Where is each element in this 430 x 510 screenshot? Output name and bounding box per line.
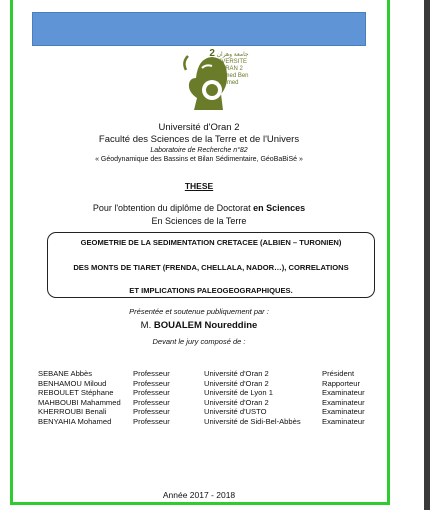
thesis-title-line-2: DES MONTS DE TIARET (FRENDA, CHELLALA, NADOR…), CORRELATIONS: [73, 263, 349, 272]
jury-role: Examinateur: [322, 397, 365, 407]
jury-name: MAHBOUBI Mahammed: [38, 397, 121, 407]
jury-list: [38, 369, 378, 427]
jury-name: SEBANE Abbès: [38, 369, 93, 378]
logo-number: 2: [209, 48, 215, 59]
header-banner: [32, 12, 366, 46]
jury-name: KHERROUBI Benali: [38, 407, 107, 417]
jury-institution: Université d'Oran 2: [204, 397, 269, 407]
window-edge: [424, 0, 430, 510]
jury-grade: Professeur: [133, 378, 170, 388]
logo-line2: Mohamed Ben Ahmed: [209, 73, 249, 86]
thesis-title-line-1: GEOMETRIE DE LA SEDIMENTATION CRETACEE (ALBIEN – TURONIEN): [80, 238, 342, 247]
jury-name: BENYAHIA Mohamed: [38, 416, 112, 426]
jury-role: Président: [322, 369, 355, 378]
logo-arabic: جامعة وهران: [216, 52, 249, 58]
logo-caption: [204, 50, 254, 87]
jury-institution: Université d'Oran 2: [204, 378, 269, 388]
academic-year: Année 2017 - 2018: [162, 490, 236, 500]
jury-institution: Université de Lyon 1: [204, 388, 273, 398]
speciality: En Sciences de la Terre: [151, 216, 247, 226]
degree-line: [32, 203, 366, 213]
jury-row: [38, 388, 378, 398]
logo-line1: UNIVERSITE D'ORAN 2: [210, 59, 247, 72]
author-name: BOUALEM Noureddine: [153, 320, 258, 331]
university-name: Université d'Oran 2: [158, 122, 240, 133]
jury-grade: Professeur: [133, 369, 170, 378]
jury-grade: Professeur: [133, 407, 170, 417]
jury-institution: Université d'USTO: [204, 407, 267, 417]
jury-institution: Université de Sidi-Bel-Abbès: [204, 416, 301, 426]
jury-role: Examinateur: [322, 416, 365, 426]
thesis-title-box: [47, 232, 375, 298]
author: [32, 320, 366, 331]
author-prefix: M.: [140, 320, 152, 331]
jury-row: [38, 369, 378, 379]
faculty-name: Faculté des Sciences de la Terre et de l'Univers: [98, 134, 300, 145]
degree-bold: en Sciences: [253, 203, 306, 213]
jury-institution: Université d'Oran 2: [204, 369, 269, 378]
jury-role: Examinateur: [322, 388, 365, 398]
presented-by: Présentée et soutenue publiquement par :: [129, 307, 269, 316]
laboratory-number: Laboratoire de Recherche n°82: [150, 147, 248, 154]
jury-role: Examinateur: [322, 407, 365, 417]
document-type: THESE: [184, 181, 214, 191]
jury-row: [38, 417, 378, 427]
jury-grade: Professeur: [133, 397, 170, 407]
jury-row: [38, 379, 378, 389]
thesis-title-line-3: ET IMPLICATIONS PALEOGEOGRAPHIQUES.: [129, 286, 293, 295]
jury-grade: Professeur: [133, 388, 170, 398]
laboratory-name: « Géodynamique des Bassins et Bilan Sédimentaire, GéoBaBiSé »: [95, 156, 303, 163]
jury-row: [38, 398, 378, 408]
degree-prefix: Pour l'obtention du diplôme de Doctorat: [92, 203, 251, 213]
jury-name: REBOULET Stéphane: [38, 388, 114, 398]
thesis-cover-page: [4, 0, 392, 506]
jury-label: Devant le jury composé de :: [152, 337, 246, 346]
jury-name: BENHAMOU Miloud: [38, 378, 107, 388]
jury-grade: Professeur: [133, 416, 170, 426]
jury-row: [38, 407, 378, 417]
jury-role: Rapporteur: [322, 378, 360, 388]
